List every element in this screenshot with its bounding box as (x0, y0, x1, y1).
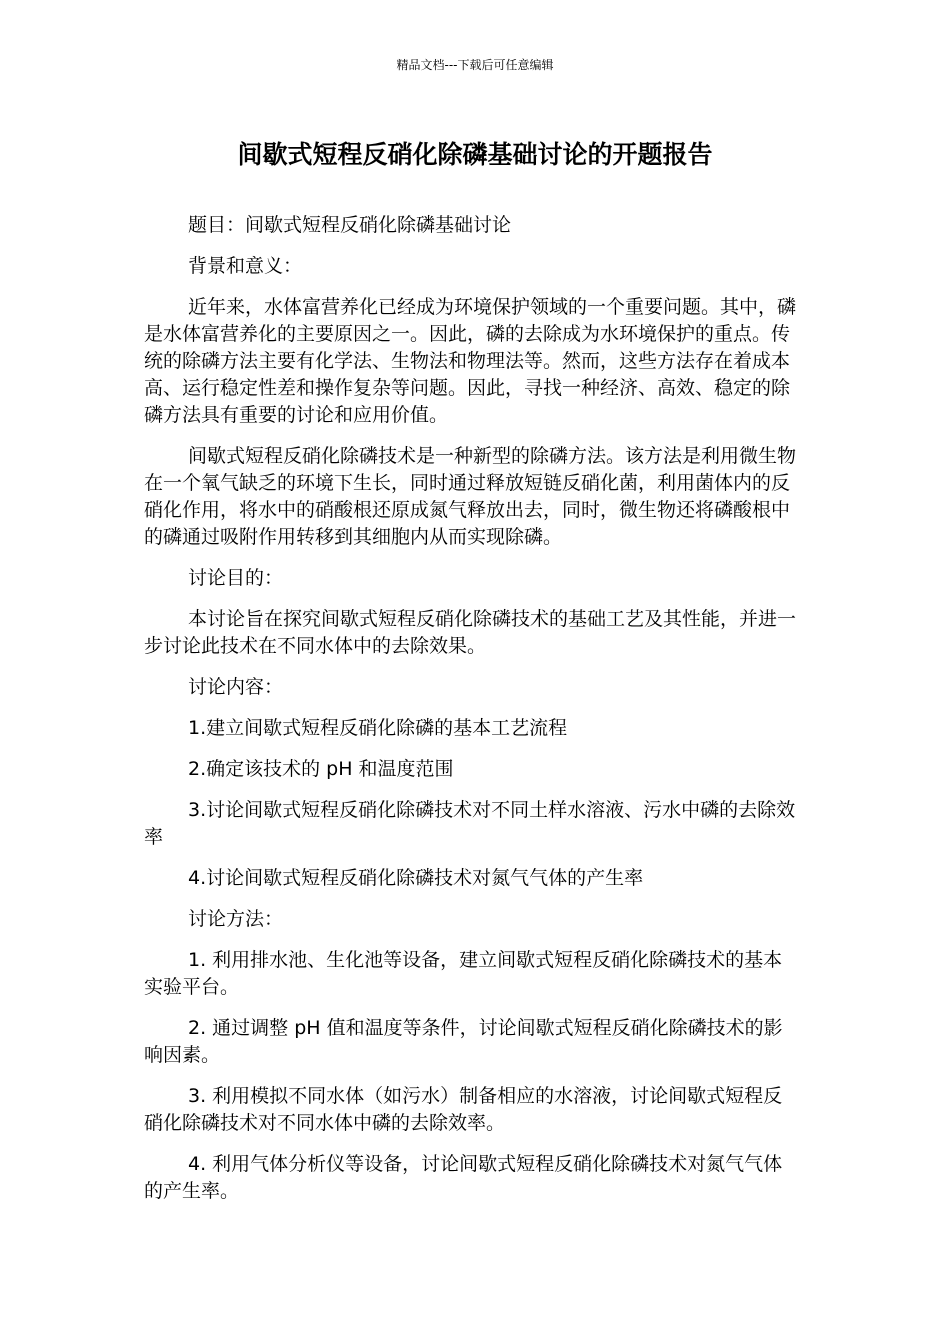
list-item: 3.讨论间歇式短程反硝化除磷技术对不同土样水溶液、污水中磷的去除效率 (144, 799, 796, 848)
topic-line: 题目：间歇式短程反硝化除磷基础讨论 (188, 214, 512, 236)
list-item: 1. 利用排水池、生化池等设备，建立间歇式短程反硝化除磷技术的基本实验平台。 (144, 949, 783, 998)
section-heading-background: 背景和意义： (188, 255, 303, 277)
section-heading-content: 讨论内容： (188, 676, 284, 698)
list-item: 3. 利用模拟不同水体（如污水）制备相应的水溶液，讨论间歇式短程反硝化除磷技术对不同水体中磷的去除效率。 (144, 1085, 783, 1134)
body-paragraph: 间歇式短程反硝化除磷技术是一种新型的除磷方法。该方法是利用微生物在一个氧气缺乏的环境下生长，同时通过释放短链反硝化菌，利用菌体内的反硝化作用，将水中的硝酸根还原成氮气释放出去，同时，微生物还将磷酸根中的磷通过吸附作用转移到其细胞内从而实现除磷。 (144, 445, 797, 548)
page-header: 精品文档---下载后可任意编辑 (396, 58, 554, 72)
document-body (144, 212, 800, 1219)
document-title: 间歇式短程反硝化除磷基础讨论的开题报告 (237, 140, 713, 169)
section-heading-purpose: 讨论目的： (188, 567, 284, 589)
list-item: 4. 利用气体分析仪等设备，讨论间歇式短程反硝化除磷技术对氮气气体的产生率。 (144, 1153, 783, 1202)
list-item: 2. 通过调整 pH 值和温度等条件，讨论间歇式短程反硝化除磷技术的影响因素。 (144, 1017, 783, 1066)
list-item: 1.建立间歇式短程反硝化除磷的基本工艺流程 (188, 717, 568, 739)
list-item: 4.讨论间歇式短程反硝化除磷技术对氮气气体的产生率 (188, 867, 644, 889)
section-heading-method: 讨论方法： (188, 908, 284, 930)
body-paragraph: 近年来，水体富营养化已经成为环境保护领域的一个重要问题。其中，磷是水体富营养化的主要原因之一。因此，磷的去除成为水环境保护的重点。传统的除磷方法主要有化学法、生物法和物理法等。然而，这些方法存在着成本高、运行稳定性差和操作复杂等问题。因此，寻找一种经济、高效、稳定的除磷方法具有重要的讨论和应用价值。 (144, 296, 797, 426)
list-item: 2.确定该技术的 pH 和温度范围 (188, 758, 454, 780)
body-paragraph: 本讨论旨在探究间歇式短程反硝化除磷技术的基础工艺及其性能，并进一步讨论此技术在不同水体中的去除效果。 (144, 608, 797, 657)
